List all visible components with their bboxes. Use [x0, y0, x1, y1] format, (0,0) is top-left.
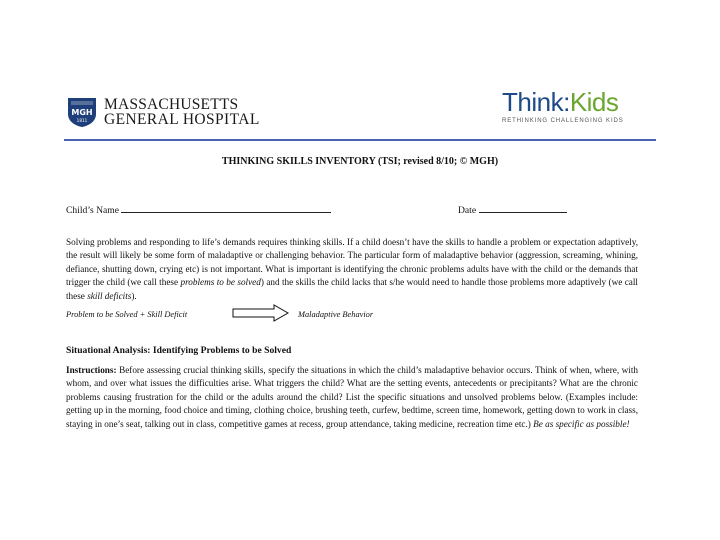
document-title: THINKING SKILLS INVENTORY (TSI; revised 8/10; © MGH) — [221, 156, 499, 167]
shield-text: MGH — [71, 108, 93, 117]
mgh-logo — [66, 96, 260, 128]
formula-right: Maladaptive Behavior — [298, 310, 374, 319]
header-divider — [64, 139, 656, 141]
child-name-field[interactable] — [121, 204, 331, 213]
instructions-emphasis: Be as specific as possible! — [533, 418, 630, 429]
date-field[interactable] — [479, 204, 567, 213]
think-kids-kids: Kids — [569, 87, 619, 117]
intro-text-3: ). — [131, 290, 137, 301]
intro-italic-problems: problems to be solved — [180, 277, 261, 288]
date-label: Date — [458, 205, 477, 216]
section-heading: Situational Analysis: Identifying Problems to be Solved — [66, 345, 292, 356]
instructions-text: Before assessing crucial thinking skills, specify the situations in which the child’s maladaptive behavior occurs. Think of when, where, with whom, and over what issues the difficulties arise. What triggers the child? What are the setting events, antecedents or precipitants? What are the chronic problems causing frustration for the child or the adults around the child? List the specific situations and unsolved problems below. (Examples include: getting up in the morning, food choice and timing, clothing choice, brushing teeth, curfew, bedtime, screen time, homework, getting down to work in class, staying in one’s seat, talking out in class, competitive games at recess, group attendance, taking medicine, recreation time etc.) — [66, 365, 638, 429]
think-kids-colon: : — [563, 87, 570, 117]
mgh-shield-icon — [66, 96, 98, 128]
intro-text-1: Solving problems and responding to life’s demands requires thinking skills. If a child doesn’t have the skills to handle a problem or expectation adaptively, the result will likely be some form of maladaptive or challenging behavior. The particular form of maladaptive behavior (aggression, screaming, whining, defiance, shutting down, crying etc) is not important. What is important is identifying the chronic problems adults have with the child or the demands that trigger the child (we call these — [66, 237, 638, 288]
shield-year: 1811 — [76, 118, 88, 123]
hospital-name-line1: MASSACHUSETTS — [104, 96, 239, 113]
think-kids-logo — [502, 88, 634, 124]
think-kids-tagline: RETHINKING CHALLENGING KIDS — [502, 118, 624, 124]
intro-italic-skills: skill deficits — [87, 290, 132, 301]
date-row — [458, 204, 567, 216]
child-name-row — [66, 204, 331, 216]
arrow-right-icon — [232, 304, 290, 322]
child-name-label: Child’s Name — [66, 205, 120, 216]
think-kids-think: Think — [502, 87, 564, 117]
formula-left: Problem to be Solved + Skill Deficit — [66, 310, 188, 319]
hospital-name-line2: GENERAL HOSPITAL — [104, 111, 260, 128]
instructions-label: Instructions: — [66, 365, 117, 375]
intro-text-2: ) and the skills the child lacks that s/he would need to handle those problems more adaptively (we call these — [66, 277, 638, 301]
intro-paragraph — [66, 236, 638, 303]
instructions-paragraph — [66, 364, 638, 431]
